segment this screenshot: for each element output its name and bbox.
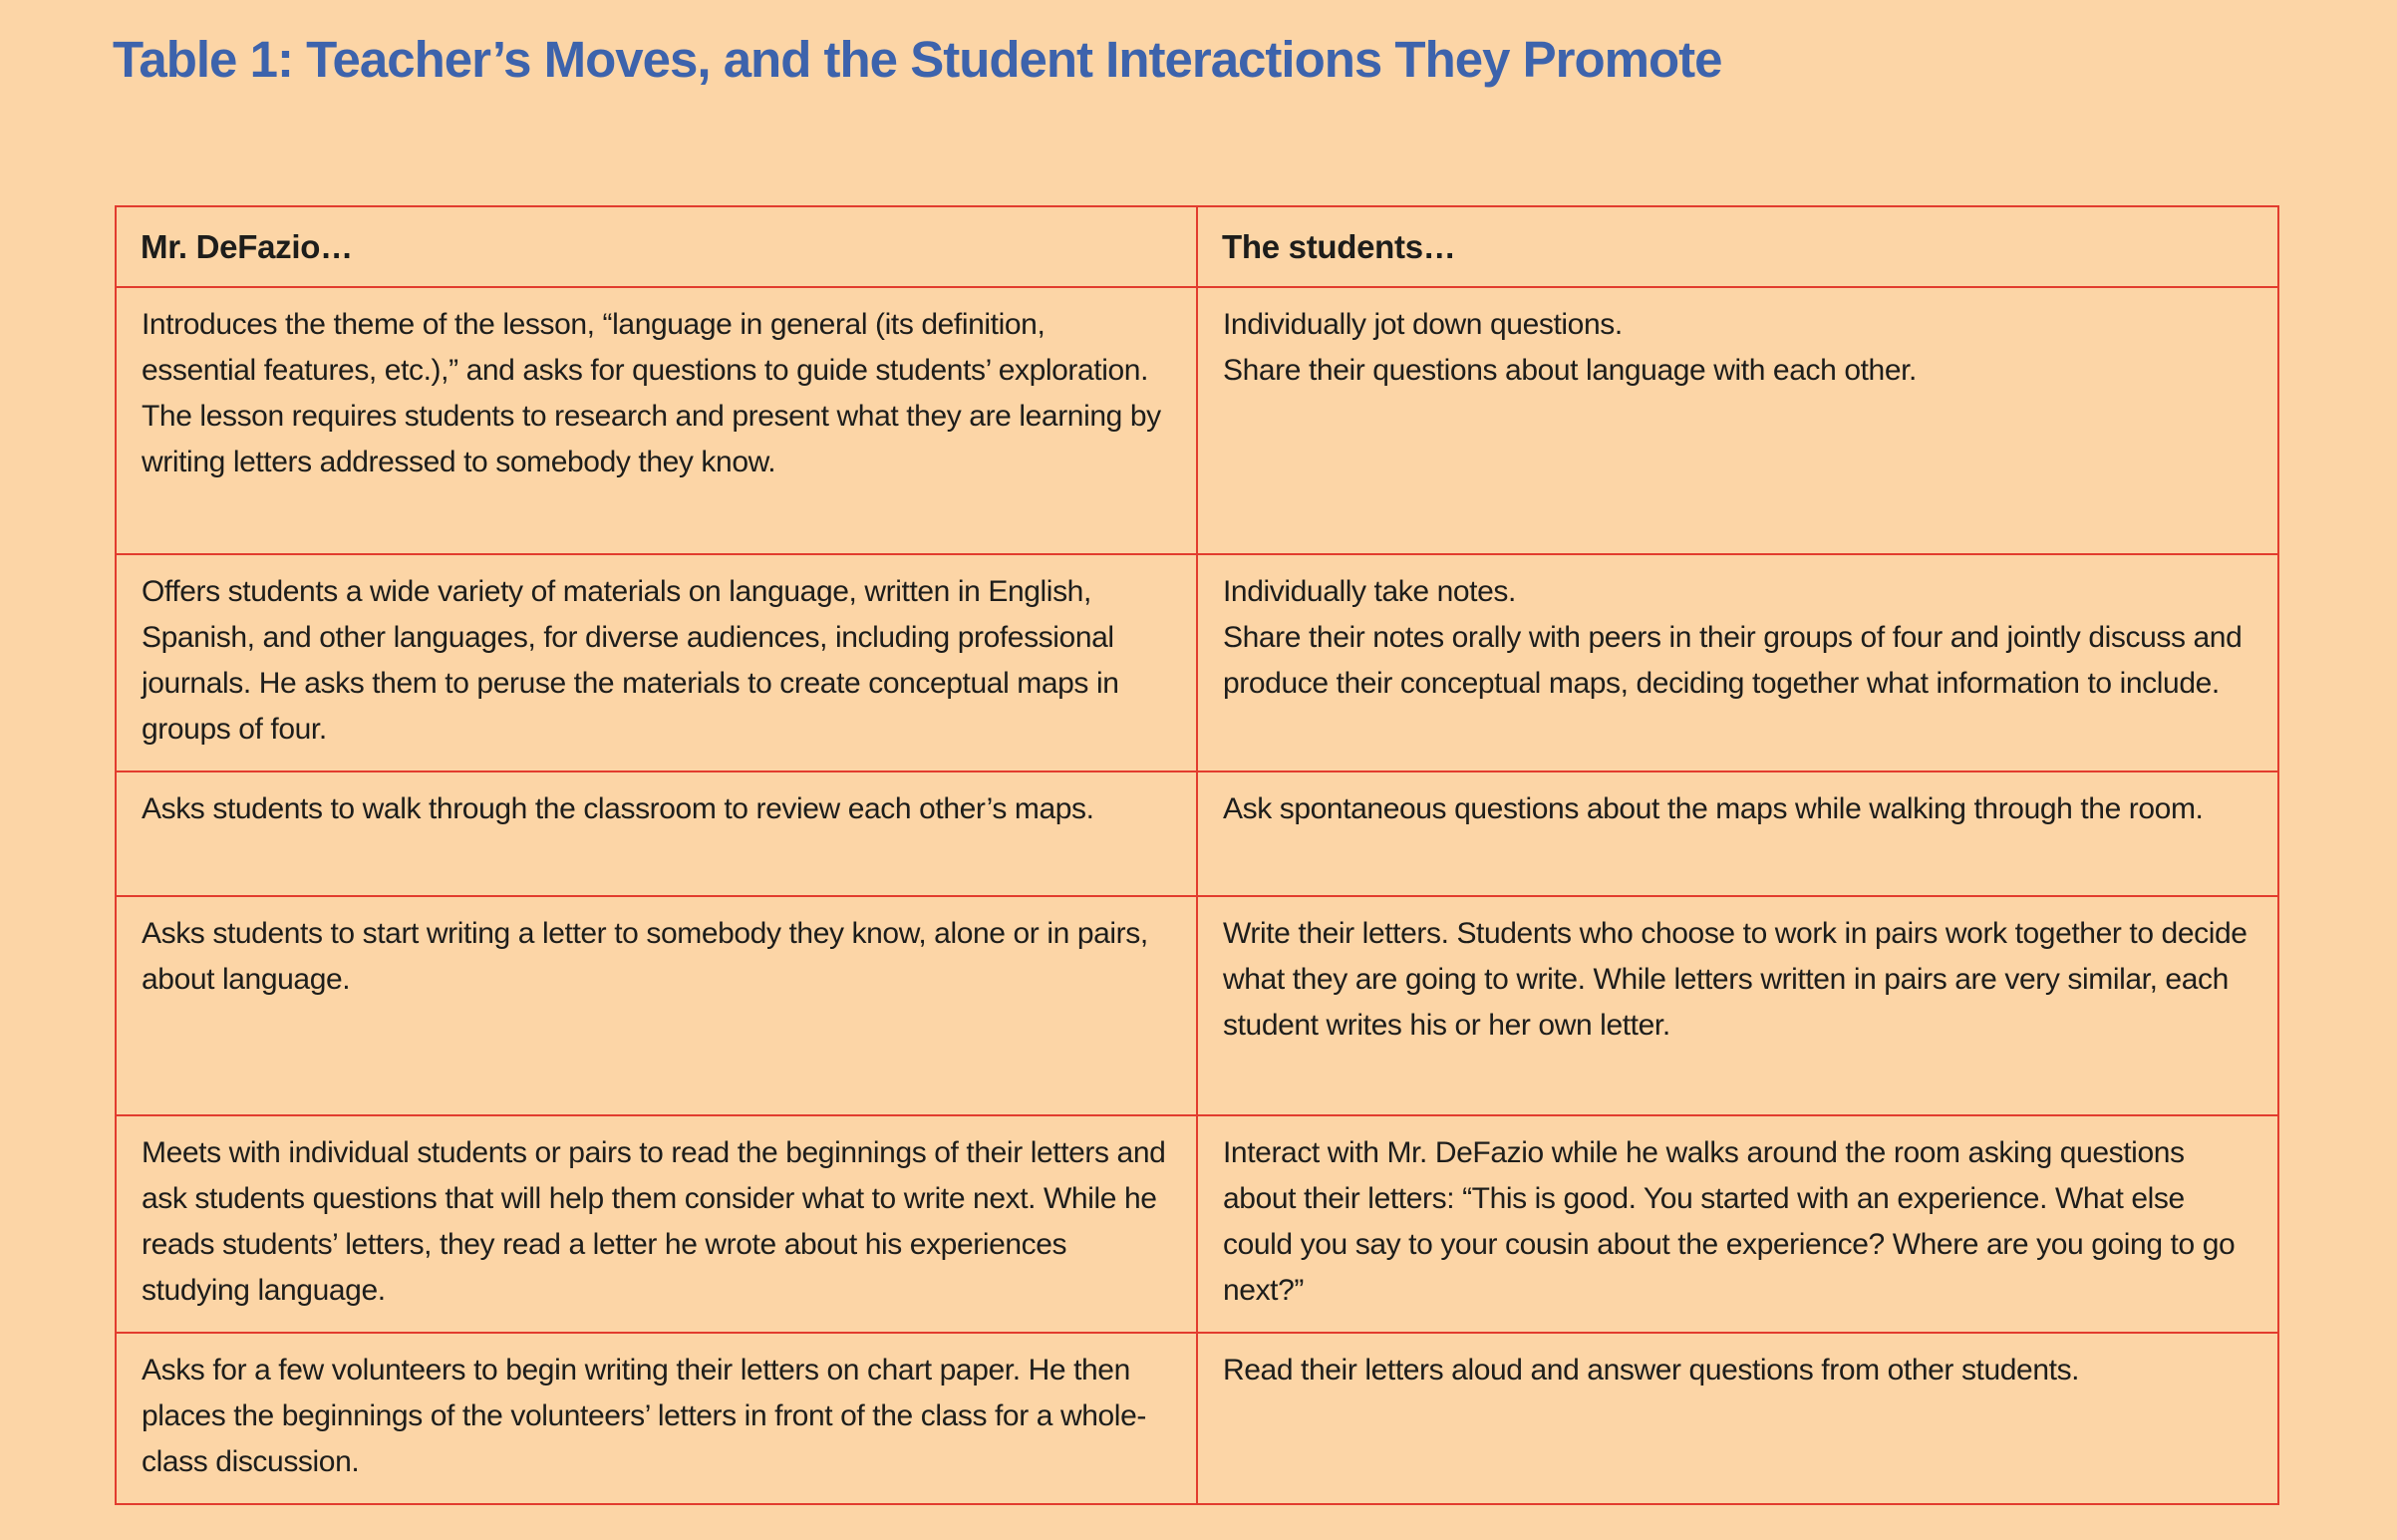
table-row xyxy=(116,287,2278,554)
table-title: Table 1: Teacher’s Moves, and the Student Interactions They Promote xyxy=(113,31,1722,88)
cell-paragraph: Offers students a wide variety of materials on language, written in English, Spanish, and other languages, for diverse audiences, including professional journals. He asks them to peruse the materials to create conceptual maps in groups of four. xyxy=(142,575,1119,746)
column-header-teacher: Mr. DeFazio… xyxy=(116,206,1197,287)
students-cell xyxy=(1197,771,2278,896)
students-cell xyxy=(1197,1333,2278,1504)
cell-paragraph: Asks students to start writing a letter to somebody they know, alone or in pairs, about language. xyxy=(142,917,1148,996)
table-row xyxy=(116,1115,2278,1333)
teacher-cell xyxy=(116,1115,1197,1333)
cell-paragraph: Interact with Mr. DeFazio while he walks around the room asking questions about their letters: “This is good. You started with an experience. What else could you say to your cousin about the experience? Where are you going to go next?” xyxy=(1223,1136,2236,1307)
teacher-cell xyxy=(116,896,1197,1115)
table-row xyxy=(116,896,2278,1115)
students-cell xyxy=(1197,1115,2278,1333)
cell-paragraph: Ask spontaneous questions about the maps while walking through the room. xyxy=(1223,792,2204,825)
table-row xyxy=(116,1333,2278,1504)
teacher-cell xyxy=(116,1333,1197,1504)
teacher-cell xyxy=(116,771,1197,896)
table-row xyxy=(116,554,2278,771)
cell-paragraph: Share their notes orally with peers in their groups of four and jointly discuss and produce their conceptual maps, deciding together what information to include. xyxy=(1223,621,2243,700)
teacher-cell xyxy=(116,554,1197,771)
cell-paragraph: Meets with individual students or pairs to read the beginnings of their letters and ask students questions that will help them consider what to write next. While he reads students’ letters, they read a letter he wrote about his experiences studying language. xyxy=(142,1136,1166,1307)
students-cell xyxy=(1197,287,2278,554)
cell-paragraph: Individually take notes. xyxy=(1223,575,1516,608)
header-row xyxy=(116,206,2278,287)
cell-paragraph: Write their letters. Students who choose to work in pairs work together to decide what they are going to write. While letters written in pairs are very similar, each student writes his or her own letter. xyxy=(1223,917,2247,1042)
cell-paragraph: Asks students to walk through the classroom to review each other’s maps. xyxy=(142,792,1094,825)
cell-paragraph: Introduces the theme of the lesson, “language in general (its definition, essential features, etc.),” and asks for questions to guide students’ exploration. The lesson requires students to research and present what they are learning by writing letters addressed to somebody they know. xyxy=(142,308,1161,478)
students-cell xyxy=(1197,896,2278,1115)
cell-paragraph: Read their letters aloud and answer questions from other students. xyxy=(1223,1354,2080,1386)
table-row xyxy=(116,771,2278,896)
teacher-moves-table xyxy=(115,205,2279,1505)
teacher-cell xyxy=(116,287,1197,554)
column-header-students: The students… xyxy=(1197,206,2278,287)
cell-paragraph: Share their questions about language with each other. xyxy=(1223,354,1917,387)
cell-paragraph: Individually jot down questions. xyxy=(1223,308,1623,341)
students-cell xyxy=(1197,554,2278,771)
cell-paragraph: Asks for a few volunteers to begin writing their letters on chart paper. He then places the beginnings of the volunteers’ letters in front of the class for a whole-class discussion. xyxy=(142,1354,1146,1478)
